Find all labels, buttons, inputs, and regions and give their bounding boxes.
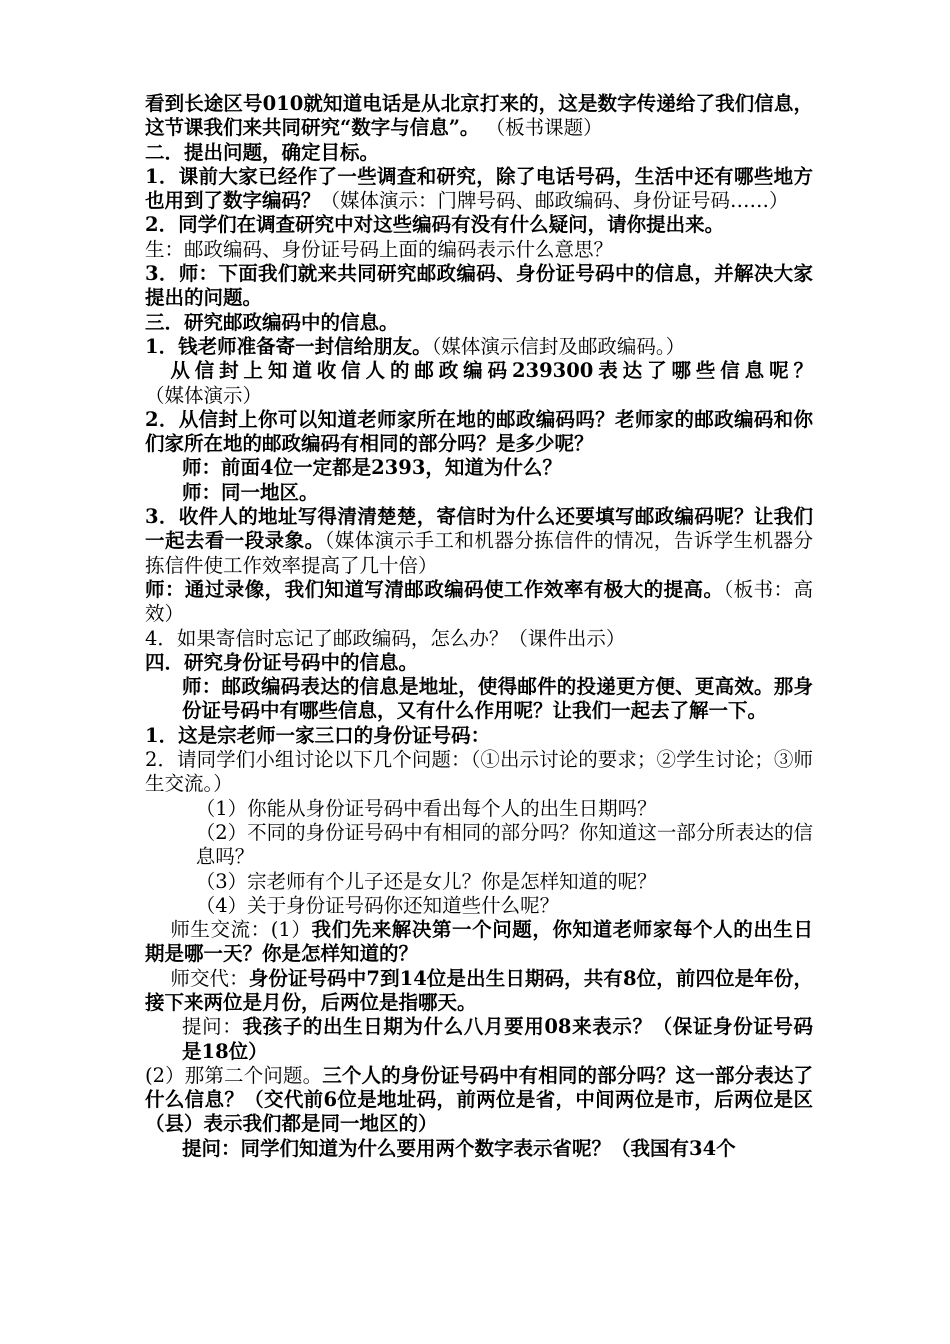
text-run: 生：邮政编码、身份证号码上面的编码表示什么意思？ — [145, 237, 614, 261]
text-run: （媒体演示） — [145, 383, 263, 407]
text-run: 三个人的身份证号码中有相同的部分吗？这一部分表达了什么信息？（交代前6位是地址码，前两位是省，中间两位是市，后两位是区（县）表示我们都是同一地区的） — [145, 1063, 813, 1136]
text-run: 1．这是宗老师一家三口的身份证号码： — [145, 723, 491, 747]
paragraph — [145, 92, 813, 141]
text-run: 师生交流：(1） — [170, 918, 312, 942]
paragraph — [145, 918, 813, 967]
paragraph — [145, 359, 813, 408]
paragraph — [145, 821, 813, 870]
document-body — [145, 92, 813, 1161]
paragraph — [145, 505, 813, 578]
paragraph — [145, 456, 813, 480]
text-run: 3．师：下面我们就来共同研究邮政编码、身份证号码中的信息，并解决大家提出的问题。 — [145, 262, 813, 310]
text-run: 从信封上知道收信人的邮政编码239300表达了哪些信息呢？ — [170, 359, 813, 383]
text-run: 师交代： — [170, 966, 249, 990]
text-run: （2）不同的身份证号码中有相同的部分吗？你知道这一部分所表达的信息吗？ — [195, 820, 813, 869]
text-run: 身份证号码中7到14位是出生日期码，共有8位，前四位是年份，接下来两位是月份，后两位是指哪天。 — [145, 966, 813, 1014]
paragraph — [145, 481, 813, 505]
text-run: （1）你能从身份证号码中看出每个人的出生日期吗？ — [195, 796, 657, 820]
paragraph — [145, 1015, 813, 1064]
text-run: (2）那第二个问题。 — [145, 1063, 323, 1087]
text-run: 2．从信封上你可以知道老师家所在地的邮政编码吗？老师家的邮政编码和你们家所在地的邮政编码有相同的部分吗？是多少呢？ — [145, 407, 813, 456]
paragraph — [145, 311, 813, 335]
text-run: （板书：高效） — [145, 577, 813, 626]
text-run: （4）关于身份证号码你还知道些什么呢？ — [195, 893, 560, 917]
paragraph — [145, 870, 813, 894]
text-run: （3）宗老师有个儿子还是女儿？你是怎样知道的呢？ — [195, 869, 657, 893]
paragraph — [145, 262, 813, 311]
paragraph — [145, 408, 813, 457]
text-run: 4．如果寄信时忘记了邮政编码，怎么办？（课件出示） — [145, 626, 626, 650]
text-run: （媒体演示手工和机器分拣信件的情况，告诉学生机器分拣信件使工作效率提高了几十倍） — [145, 529, 813, 577]
text-run: 我们先来解决第一个问题，你知道老师家每个人的出生日期是哪一天？你是怎样知道的？ — [145, 918, 813, 966]
text-run: （媒体演示：门牌号码、邮政编码、身份证号码……） — [320, 189, 789, 213]
paragraph — [145, 238, 813, 262]
paragraph — [145, 1064, 813, 1137]
paragraph — [145, 748, 813, 797]
text-run: 提问： — [182, 1015, 243, 1039]
text-run: 三．研究邮政编码中的信息。 — [145, 310, 399, 334]
text-run: 二．提出问题，确定目标。 — [145, 140, 380, 164]
text-run: 师：通过录像，我们知道写清邮政编码使工作效率有极大的提高。 — [145, 577, 724, 601]
paragraph — [145, 724, 813, 748]
paragraph — [145, 967, 813, 1016]
text-run: 四．研究身份证号码中的信息。 — [145, 650, 419, 674]
text-run: 2．请同学们小组讨论以下几个问题：（①出示讨论的要求；②学生讨论；③师生交流。） — [145, 748, 813, 796]
text-run: 3．收件人的地址写得清清楚楚，寄信时为什么还要填写邮政编码呢？让我们一起去看一段录象。 — [145, 505, 813, 553]
text-run: 看到长途区号010就知道电话是从北京打来的，这是数字传递给了我们信息，这节课我们来共同研究“数字与信息”。 — [145, 92, 813, 140]
text-run: 师：同一地区。 — [182, 480, 319, 504]
text-run: （板书课题） — [479, 116, 603, 140]
paragraph — [145, 627, 813, 651]
text-run: 1．钱老师准备寄一封信给朋友。 — [145, 334, 432, 358]
text-run: 1．课前大家已经作了一些调查和研究，除了电话号码，生活中还有哪些地方也用到了数字编码？ — [145, 164, 813, 213]
text-run: （媒体演示信封及邮政编码。） — [431, 334, 686, 358]
paragraph — [145, 141, 813, 165]
text-run: 我孩子的出生日期为什么八月要用08来表示？（保证身份证号码是18位） — [182, 1015, 813, 1063]
paragraph — [145, 578, 813, 627]
paragraph — [145, 675, 813, 724]
text-run: 师：前面4位一定都是2393，知道为什么？ — [182, 456, 562, 480]
paragraph — [145, 165, 813, 214]
text-run: 师：邮政编码表达的信息是地址，使得邮件的投递更方便、更高效。那身份证号码中有哪些信息，又有什么作用呢？让我们一起去了解一下。 — [182, 675, 813, 723]
paragraph — [145, 797, 813, 821]
paragraph — [145, 213, 813, 237]
paragraph — [145, 1137, 813, 1161]
paragraph — [145, 335, 813, 359]
text-run: 提问：同学们知道为什么要用两个数字表示省呢？（我国有34个 — [182, 1136, 736, 1160]
paragraph — [145, 651, 813, 675]
text-run: 2．同学们在调查研究中对这些编码有没有什么疑问，请你提出来。 — [145, 213, 725, 237]
paragraph — [145, 894, 813, 918]
